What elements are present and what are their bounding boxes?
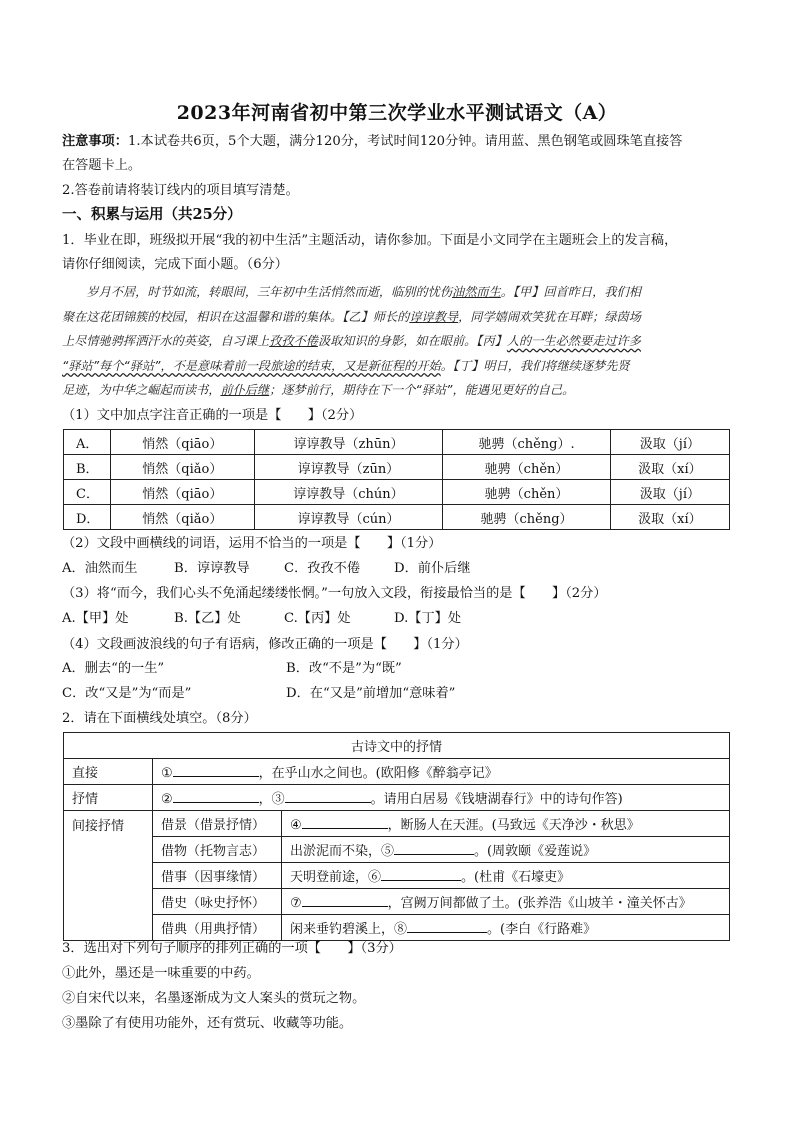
table-row bbox=[64, 733, 730, 759]
q1-intro-1: 1．毕业在即，班级拟开展“我的初中生活”主题活动，请你参加。下面是小文同学在主题班会上的发言稿， bbox=[62, 233, 678, 248]
notice-line-3: 2.答卷前请将装订线内的项目填写清楚。 bbox=[62, 183, 299, 198]
answer-blank-5[interactable] bbox=[394, 842, 474, 855]
option-b: B.【乙】处 bbox=[174, 611, 241, 626]
q3-item-1: ①此外，墨还是一味重要的中药。 bbox=[62, 966, 260, 981]
answer-blank-4[interactable] bbox=[302, 816, 388, 829]
table-row: B． 悄然（qiǎo） 谆谆教导（zūn） 驰骋（chěn） 汲取（xí） bbox=[64, 455, 730, 480]
q1-sub4: （4）文段画波浪线的句子有语病，修改正确的一项是【 】（1分） bbox=[62, 637, 468, 652]
q1-sub3: （3）将“而今，我们心头不免涌起缕缕怅惘。”一句放入文段，衔接最恰当的是【 】（2分） bbox=[62, 586, 607, 601]
passage-line: 岁月不居，时节如流，转眼间，三年初中生活悄然而逝，临别的忧伤油然而生。【甲】回首昨日，我们相 bbox=[86, 285, 641, 299]
option-d: D.【丁】处 bbox=[394, 611, 462, 626]
q1-sub4-options-2 bbox=[62, 685, 732, 703]
answer-blank-8[interactable] bbox=[407, 920, 487, 933]
q3-item-3: ③墨除了有使用功能外，还有赏玩、收藏等功能。 bbox=[62, 1016, 353, 1031]
q1-sub3-options bbox=[62, 610, 732, 628]
notice-label: 注意事项： bbox=[62, 134, 128, 149]
q1-sub2: （2）文段中画横线的词语，运用不恰当的一项是【 】（1分） bbox=[62, 536, 442, 551]
passage bbox=[62, 280, 732, 403]
q2-intro: 2．请在下面横线处填空。（8分） bbox=[62, 711, 257, 726]
table-title: 古诗文中的抒情 bbox=[64, 733, 730, 759]
option-b: B．谆谆教导 bbox=[174, 561, 250, 576]
option-a: A.【甲】处 bbox=[62, 611, 129, 626]
answer-blank-2[interactable] bbox=[173, 790, 259, 803]
q3-item-2: ②自宋代以来，名墨逐渐成为文人案头的赏玩之物。 bbox=[62, 991, 366, 1006]
option-d: D．前仆后继 bbox=[394, 561, 471, 576]
answer-blank-1[interactable] bbox=[173, 764, 259, 777]
q3-intro: 3．选出对下列句子顺序的排列正确的一项【 】（3分） bbox=[62, 941, 402, 956]
option-a: A．油然而生 bbox=[62, 561, 138, 576]
option-c: C．孜孜不倦 bbox=[284, 561, 361, 576]
table-row: C． 悄然（qiāo） 谆谆教导（chún） 驰骋（chěn） 汲取（jí） bbox=[64, 480, 730, 505]
option-b: B．改“不是”为“既” bbox=[286, 661, 402, 676]
option-d: D．在“又是”前增加“意味着” bbox=[286, 686, 456, 701]
table-row: 借史（咏史抒怀） ⑦ ，宫阙万间都做了土。(张养浩《山坡羊・潼关怀古》 bbox=[64, 889, 730, 915]
passage-line: 聚在这花团锦簇的校园，相识在这温馨和谐的集体。【乙】师长的谆谆教导，同学嬉闹欢笑犹在耳畔；绿茵场 bbox=[62, 309, 641, 324]
answer-blank-6[interactable] bbox=[381, 868, 461, 881]
option-c: C．改“又是”为“而是” bbox=[62, 686, 192, 701]
answer-blank-3[interactable] bbox=[285, 790, 371, 803]
passage-line: “驿站”每个“驿站”，不是意味着前一段旅途的结束，又是新征程的开始。【丁】明日，我们将继续逐梦先贤 bbox=[62, 358, 630, 373]
answer-blank-7[interactable] bbox=[302, 894, 388, 907]
notice-line-1: 注意事项：1.本试卷共6页，5个大题，满分120分，考试时间120分钟。请用蓝、黑色钢笔或圆珠笔直接答 bbox=[62, 134, 683, 149]
page-title: 2023年河南省初中第三次学业水平测试语文（A） bbox=[176, 102, 618, 124]
table-row: 借事（因事缘情） 天明登前途，⑥ 。(杜甫《石壕吏》 bbox=[64, 863, 730, 889]
table-row: 间接抒情 借景（借景抒情） ④ ，断肠人在天涯。(马致远《天净沙・秋思》 bbox=[64, 811, 730, 837]
poetry-table bbox=[63, 732, 730, 941]
table-row: A． 悄然（qiāo） 谆谆教导（zhūn） 驰骋（chěng）. 汲取（jí） bbox=[64, 430, 730, 455]
table-row: D． 悄然（qiǎo） 谆谆教导（cún） 驰骋（chěng） 汲取（xí） bbox=[64, 505, 730, 530]
section-heading: 一、积累与运用（共25分） bbox=[62, 206, 242, 223]
option-a: A．删去“的一生” bbox=[62, 661, 165, 676]
table-row: 借物（托物言志） 出淤泥而不染，⑤ 。(周敦颐《爱莲说》 bbox=[64, 837, 730, 863]
option-c: C.【丙】处 bbox=[284, 611, 351, 626]
pinyin-table bbox=[63, 429, 730, 530]
table-row: 抒情 ② ，③ 。请用白居易《钱塘湖春行》中的诗句作答) bbox=[64, 785, 730, 811]
passage-line: 上尽情驰骋挥洒汗水的英姿，自习课上孜孜不倦汲取知识的身影，如在眼前。【丙】人的一生必然要走过许多 bbox=[62, 334, 641, 348]
q1-sub4-options-1 bbox=[62, 660, 732, 678]
q1-sub1: （1）文中加点字注音正确的一项是【 】（2分） bbox=[62, 408, 363, 423]
q1-sub2-options bbox=[62, 560, 732, 578]
table-row: 借典（用典抒情） 闲来垂钓碧溪上，⑧ 。(李白《行路难》 bbox=[64, 915, 730, 941]
table-row: 直接 ① ，在乎山水之间也。(欧阳修《醉翁亭记》 bbox=[64, 759, 730, 785]
notice-line-2: 在答题卡上。 bbox=[62, 158, 142, 173]
q1-intro-2: 请你仔细阅读，完成下面小题。（6分） bbox=[62, 257, 288, 272]
passage-line: 足迹，为中华之崛起而读书，前仆后继；逐梦前行，期待在下一个“驿站”，能遇见更好的自己。 bbox=[62, 383, 575, 397]
